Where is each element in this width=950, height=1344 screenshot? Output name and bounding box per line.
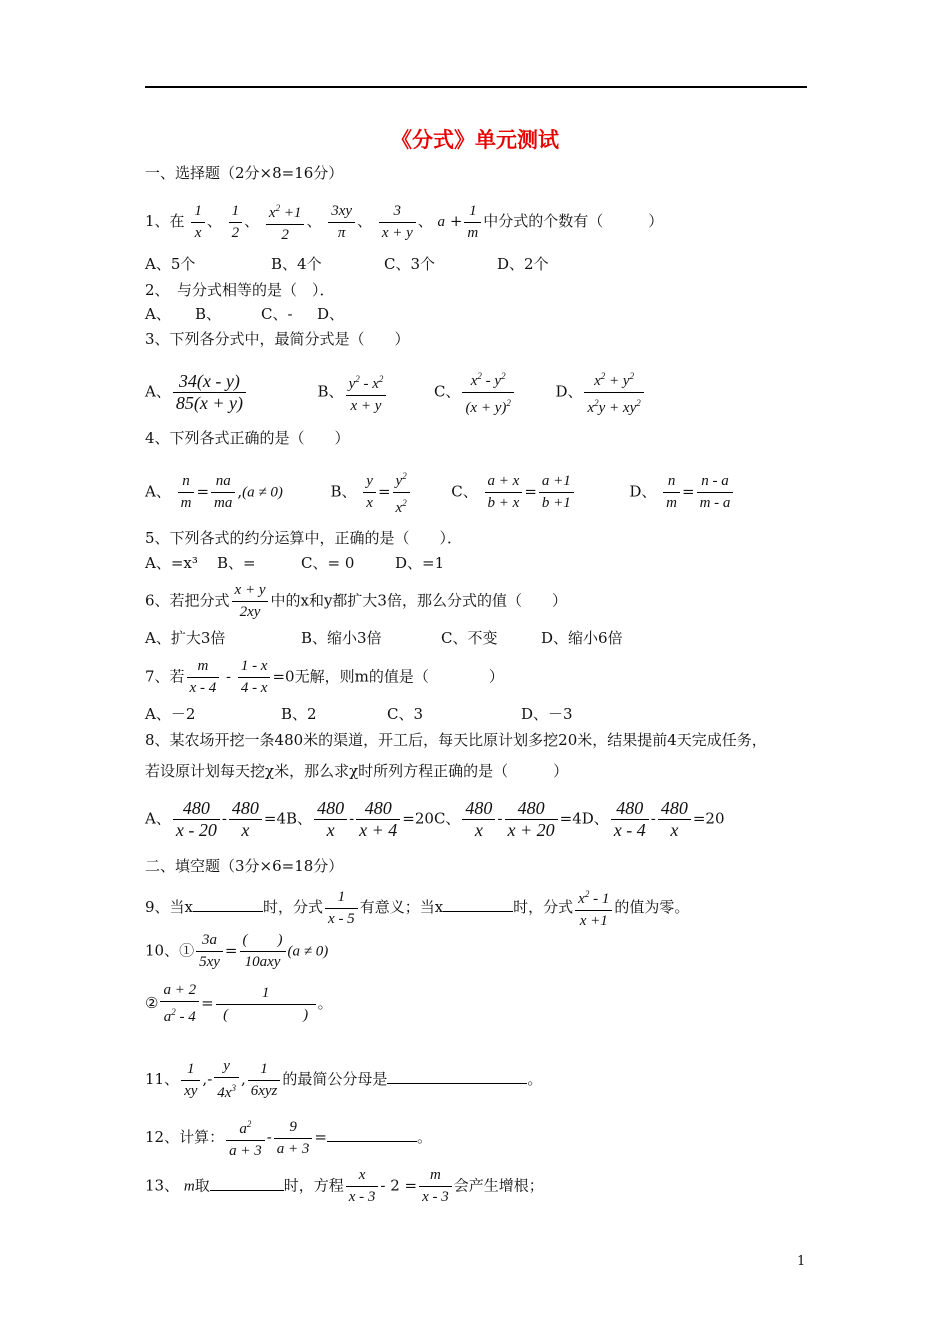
page-number: 1	[797, 1254, 806, 1269]
question-3-options: A、 $\frac{34(x - y)}{85(x + y)}$ B、 $\frac{y^2 - x^2}{x + y}$ C、 $\frac{x^2 - y^2}{(x + y)^2}$ D、 $\frac{x^2 + y^2}{x^2y + xy^2}$	[145, 366, 646, 419]
section-heading-1: 一、选择题（2分×8=16分）	[145, 164, 344, 182]
answer-blank[interactable]	[327, 1141, 417, 1142]
question-7: 7、若 $\frac{m}{x - 4}$ - $\frac{1 - x}{4 - x}$ =0无解，则m的值是（ ）	[145, 658, 504, 696]
question-5: 5、下列各式的约分运算中，正确的是（ ）．	[145, 529, 463, 547]
answer-blank[interactable]	[387, 1083, 527, 1084]
question-4: 4、下列各式正确的是（ ）	[145, 429, 350, 447]
question-1-options: A、5个 B、4个 C、3个 D、2个	[145, 255, 549, 273]
question-7-options: A、－2 B、2 C、3 D、－3	[145, 705, 573, 723]
header-rule	[145, 86, 807, 88]
question-5-options: A、=x³ B、= C、= 0 D、=1	[145, 554, 445, 572]
question-8-line-2: 若设原计划每天挖χ米，那么求χ时所列方程正确的是（ ）	[145, 762, 569, 780]
section-heading-2: 二、填空题（3分×6=18分）	[145, 857, 344, 875]
question-10-part-2: ② $\frac{a + 2}{a^2 - 4}$ = 1 ( ) 。	[145, 982, 333, 1025]
question-9: 9、当x 时，分式 $\frac{1}{x - 5}$ 有意义；当x 时，分式 $\frac{x^2 - 1}{x +1}$ 的值为零。	[145, 884, 689, 932]
question-13: 13、 m取 时，方程 $\frac{x}{x - 3}$ - 2 = $\frac{m}{x - 3}$ 会产生增根；	[145, 1167, 544, 1205]
question-8-line-1: 8、某农场开挖一条480米的渠道，开工后，每天比原计划多挖20米，结果提前4天完成任务，	[145, 731, 767, 749]
question-3: 3、下列各分式中，最简分式是（ ）	[145, 330, 410, 348]
question-10-part-1: 10、① $\frac{3a}{5xy}$ = ( ) 10axy (a ≠ 0)	[145, 932, 329, 970]
question-6: 6、若把分式 $\frac{x + y}{2xy}$ 中的x和y都扩大3倍，那么分式的值（ ）	[145, 582, 567, 620]
question-8-options: A、 $\frac{480}{x - 20}$ - $\frac{480}{x}$ =4B、 $\frac{480}{x}$ - $\frac{480}{x + 4}$ =20C、 $\frac{480}{x}$ - $\frac{480}{x + 20}$ =4D、 $\frac{480}{x - 4}$ - $\frac{480}{x}$ =20	[145, 798, 725, 840]
question-12: 12、计算： $\frac{a^2}{a + 3}$ - $\frac{9}{a + 3}$ = 。	[145, 1114, 432, 1162]
answer-blank[interactable]	[443, 911, 513, 912]
question-2-options: A、 B、 C、- D、	[145, 305, 345, 323]
question-6-options: A、扩大3倍 B、缩小3倍 C、不变 D、缩小6倍	[145, 629, 623, 647]
answer-blank[interactable]	[210, 1190, 284, 1191]
question-1: 1、在 $\frac{1}{x}$ 、 $\frac{1}{2}$ 、 $\frac{x^2 +1}{2}$ 、 $\frac{3xy}{\pi}$ 、 $\frac{3}{x + y}$ 、 a + $\frac{1}{m}$ 中分式的个数有（ ）	[145, 198, 663, 246]
question-11: 11、 $\frac{1}{xy}$ ,- $\frac{y}{4x^3}$ , 1 6xyz 的最简公分母是 。	[145, 1058, 543, 1101]
question-2: 2、 与分式相等的是（ ）．	[145, 281, 335, 299]
page-title: 《分式》单元测试	[391, 127, 559, 152]
question-4-options: A、 $\frac{n}{m}$ = $\frac{na}{ma}$ ,(a ≠ 0) B、 $\frac{y}{x}$ = $\frac{y^2}{x^2}$ C、 $\frac{a + x}{b + x}$ = $\frac{a +1}{b +1}$ D、 $\frac{n}{m}$ = $\frac{n - a}{m - a}$	[145, 466, 735, 519]
answer-blank[interactable]	[193, 911, 263, 912]
